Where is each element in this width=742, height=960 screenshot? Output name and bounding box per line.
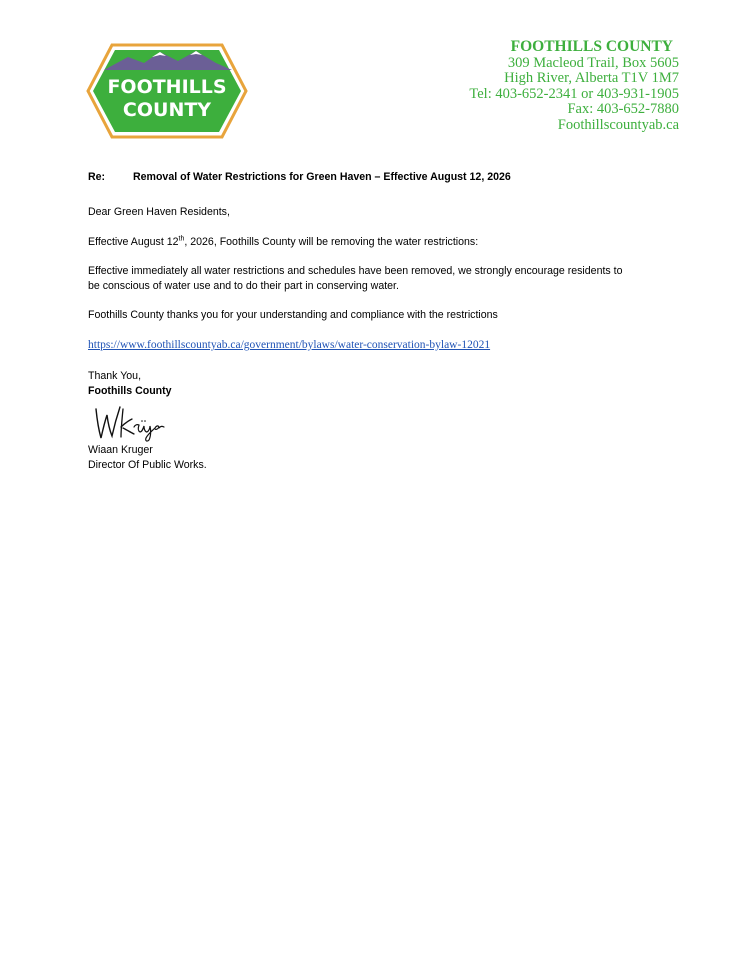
bylaw-link[interactable]: https://www.foothillscountyab.ca/government/bylaws/water-conservation-bylaw-12021 (88, 339, 491, 351)
p1-superscript: th (178, 235, 185, 243)
signer-name: Wiaan Kruger (88, 444, 153, 456)
closing-org: Foothills County (88, 385, 172, 397)
salutation: Dear Green Haven Residents, (88, 206, 230, 218)
signature-image (90, 401, 170, 443)
signer-title: Director Of Public Works. (88, 459, 207, 471)
letterhead-address2: High River, Alberta T1V 1M7 (504, 70, 679, 87)
p1-before: Effective August 12 (88, 236, 179, 248)
letterhead-address1: 309 Macleod Trail, Box 5605 (507, 55, 679, 71)
letterhead-fax: Fax: 403-652-7880 (567, 101, 679, 118)
p2-line2: be conscious of water use and to do their part in conserving water. (88, 280, 399, 292)
p2-line1: Effective immediately all water restrictions and schedules have been removed, we strongly encourage residents to (88, 265, 623, 277)
logo-text-line2: COUNTY (122, 99, 212, 121)
letterhead-tel: Tel: 403-652-2341 or 403-931-1905 (469, 85, 679, 102)
re-label: Re: (88, 171, 106, 183)
letterhead-web: Foothillscountyab.ca (557, 116, 679, 133)
closing: Thank You, (88, 370, 142, 382)
p1-after: , 2026, Foothills County will be removing the water restrictions: (184, 236, 479, 248)
paragraph-1 (88, 235, 478, 250)
subject-line: Removal of Water Restrictions for Green Haven – Effective August 12, 2026 (133, 171, 511, 183)
letterhead (469, 38, 679, 133)
paragraph-2 (88, 264, 622, 294)
letterhead-org: FOOTHILLS COUNTY (510, 38, 673, 55)
paragraph-3: Foothills County thanks you for your understanding and compliance with the restrictions (88, 309, 498, 321)
foothills-county-logo (86, 43, 248, 139)
logo-text-line1: FOOTHILLS (107, 76, 227, 98)
